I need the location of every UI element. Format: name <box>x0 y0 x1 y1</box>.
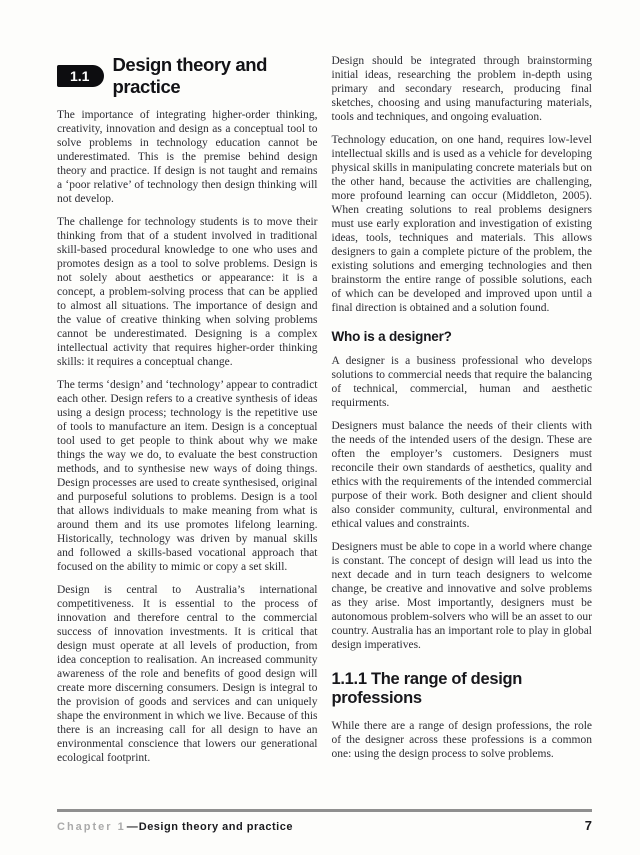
paragraph: Design is central to Australia’s international competitiveness. It is essential to the process of innovation and therefore central to the commercial success of innovation investments. It is critical that design must operate at all levels of production, from idea conception to realisation. An increased community awareness of the role and benefits of good design will create more discerning consumers. Design is integral to the provision of goods and services and can uniquely shape the environment in which we live. Because of this there is an increasing call for all design to have an environmental conscience that lowers our generational ecological footprint. <box>57 584 318 764</box>
page-number: 7 <box>584 818 592 833</box>
paragraph: Designers must balance the needs of their clients with the needs of the intended users of the design. These are often the employer’s customers. Designers must reconcile their own standards of aesthetics, quality and ethics with the requirements of the intended commercial purpose of their work. Both designer and client should also consider community, cultural, environmental and ethical values and constraints. <box>331 420 592 530</box>
page-footer <box>57 809 592 835</box>
section-number: 1.1 <box>70 68 90 84</box>
footer-chapter <box>57 817 293 835</box>
subheading-range-of-design-professions: 1.1.1 The range of design professions <box>331 670 523 707</box>
paragraph: The challenge for technology students is to move their thinking from that of a student involved in traditional skill-based procedural knowledge to one who uses and promotes design as a tool to solve problems. Design is not solely about aesthetics or appearance: it is a concept, a problem-solving process that can be applied to almost all situations. The importance of design and the value of creative thinking when solving problems cannot be underestimated. Designing is a complex intellectual activity that requires higher-order thinking skills: it requires a conceptual change. <box>57 216 318 368</box>
subheading-who-is-a-designer: Who is a designer? <box>331 329 452 344</box>
footer-row <box>57 817 592 835</box>
section-title: Design theory and practice <box>112 54 268 97</box>
chapter-title: Design theory and practice <box>138 821 293 833</box>
paragraph: Design should be integrated through brainstorming initial ideas, researching the problem in-depth using primary and secondary research, producing final sketches, choosing and using manufacturing materials, tools and techniques, and ongoing evaluation. <box>331 55 592 123</box>
paragraph: Designers must be able to cope in a world where change is constant. The concept of design will lead us into the next decade and in turn teach designers to welcome change, be creative and innovative and solve problems as they arise. Most importantly, designers must be autonomous problem-solvers who will be an asset to our country. Australia has an important role to play in global design imperatives. <box>331 541 592 651</box>
left-column <box>57 54 318 765</box>
section-header <box>57 54 318 98</box>
paragraph: A designer is a business professional who develops solutions to commercial needs that require the balancing of technical, commercial, human and aesthetic requirments. <box>331 355 592 409</box>
paragraph: The importance of integrating higher-order thinking, creativity, innovation and design as a conceptual tool to solve problems in technology education cannot be underestimated. This is the premise behind design theory and practice. If design is not taught and remains a ‘poor relative’ of technology then design thinking will not develop. <box>57 109 318 205</box>
footer-rule <box>57 809 592 812</box>
section-number-tab <box>57 65 104 87</box>
paragraph: Technology education, on one hand, requires low-level intellectual skills and is used as a vehicle for developing physical skills in manipulating concrete materials but on the other hand, because the activities are challenging, more profound learning can occur (Middleton, 2005). When creating solutions to real problems designers must use early exploration and investigation of existing ideas, tools, techniques and materials. This allows designers to gain a complete picture of the problem, the existing solutions and emerging technologies and then brainstorm the entire range of possible solutions, each of which can be developed and improved upon until a final direction is obtained and a solution found. <box>331 134 592 314</box>
chapter-label: Chapter 1 <box>57 821 126 833</box>
two-column-layout <box>57 54 592 765</box>
chapter-separator: — <box>126 821 138 833</box>
right-column <box>332 54 593 765</box>
paragraph: The terms ‘design’ and ‘technology’ appear to contradict each other. Design refers to a creative synthesis of ideas using a design process; technology is the repetitive use of tools to manufacture an item. Design is a conceptual tool used to get people to think about why we make things the way we do, to evaluate the best construction methods, and to synthesise new ways of doing things. Design processes are used to create synthesised, original and purposeful solutions to problems. Design is a tool that allows individuals to make meaning from what is around them and its use promotes lifelong learning. Historically, technology was driven by manual skills and followed a skills-based vocational approach that focused on the ability to mimic or copy a set skill. <box>57 379 318 573</box>
paragraph: While there are a range of design professions, the role of the designer across these professions is a common one: using the design process to solve problems. <box>331 720 592 760</box>
